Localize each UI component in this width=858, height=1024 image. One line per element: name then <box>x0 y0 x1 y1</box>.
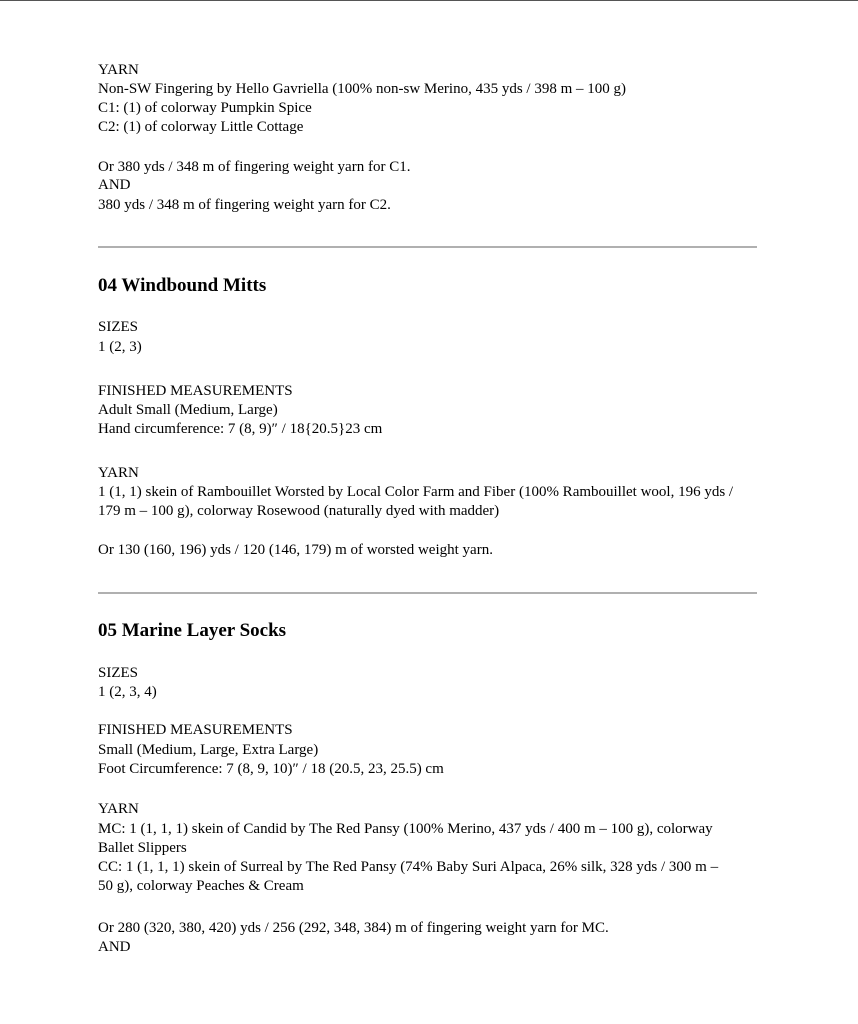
top-border <box>0 0 858 1</box>
s04-measurements-line-1: Adult Small (Medium, Large) <box>98 402 278 418</box>
s03-yarn-line-3: C2: (1) of colorway Little Cottage <box>98 119 304 135</box>
s05-sizes-label: SIZES <box>98 665 139 681</box>
s05-yarn-line-3: CC: 1 (1, 1, 1) skein of Surreal by The Red Pansy (74% Baby Suri Alpaca, 26% silk, 328 yds / 300 m – <box>98 859 719 875</box>
s03-alt-line-2: AND <box>98 177 131 193</box>
s03-alt-line-3: 380 yds / 348 m of fingering weight yarn for C2. <box>98 197 391 213</box>
s05-yarn-label: YARN <box>98 801 139 817</box>
s05-alt-line-2: AND <box>98 939 131 955</box>
s04-yarn-line-1: 1 (1, 1) skein of Rambouillet Worsted by Local Color Farm and Fiber (100% Rambouillet wool, 196 yds / <box>98 484 734 500</box>
s03-yarn-label: YARN <box>98 62 139 78</box>
s04-alt-line-1: Or 130 (160, 196) yds / 120 (146, 179) m of worsted weight yarn. <box>98 542 493 558</box>
s05-sizes-value: 1 (2, 3, 4) <box>98 684 157 700</box>
s05-yarn-line-4: 50 g), colorway Peaches & Cream <box>98 878 304 894</box>
s03-yarn-line-2: C1: (1) of colorway Pumpkin Spice <box>98 100 312 116</box>
s04-yarn-line-2: 179 m – 100 g), colorway Rosewood (naturally dyed with madder) <box>98 503 500 519</box>
s05-measurements-line-2: Foot Circumference: 7 (8, 9, 10)″ / 18 (20.5, 23, 25.5) cm <box>98 761 444 777</box>
section-divider <box>98 246 757 248</box>
s05-measurements-line-1: Small (Medium, Large, Extra Large) <box>98 742 319 758</box>
s03-yarn-line-1: Non-SW Fingering by Hello Gavriella (100% non-sw Merino, 435 yds / 398 m – 100 g) <box>98 81 626 97</box>
s04-measurements-label: FINISHED MEASUREMENTS <box>98 383 293 399</box>
s05-title: 05 Marine Layer Socks <box>98 620 287 641</box>
s04-measurements-line-2: Hand circumference: 7 (8, 9)″ / 18{20.5}23 cm <box>98 421 383 437</box>
s05-yarn-line-2: Ballet Slippers <box>98 840 187 856</box>
s04-sizes-label: SIZES <box>98 319 139 335</box>
s04-title: 04 Windbound Mitts <box>98 275 267 296</box>
s03-alt-line-1: Or 380 yds / 348 m of fingering weight yarn for C1. <box>98 159 411 175</box>
s04-sizes-value: 1 (2, 3) <box>98 339 142 355</box>
s05-alt-line-1: Or 280 (320, 380, 420) yds / 256 (292, 348, 384) m of fingering weight yarn for MC. <box>98 920 609 936</box>
s05-yarn-line-1: MC: 1 (1, 1, 1) skein of Candid by The Red Pansy (100% Merino, 437 yds / 400 m – 100 g), colorway <box>98 821 713 837</box>
s05-measurements-label: FINISHED MEASUREMENTS <box>98 722 293 738</box>
section-divider <box>98 592 757 594</box>
s04-yarn-label: YARN <box>98 465 139 481</box>
